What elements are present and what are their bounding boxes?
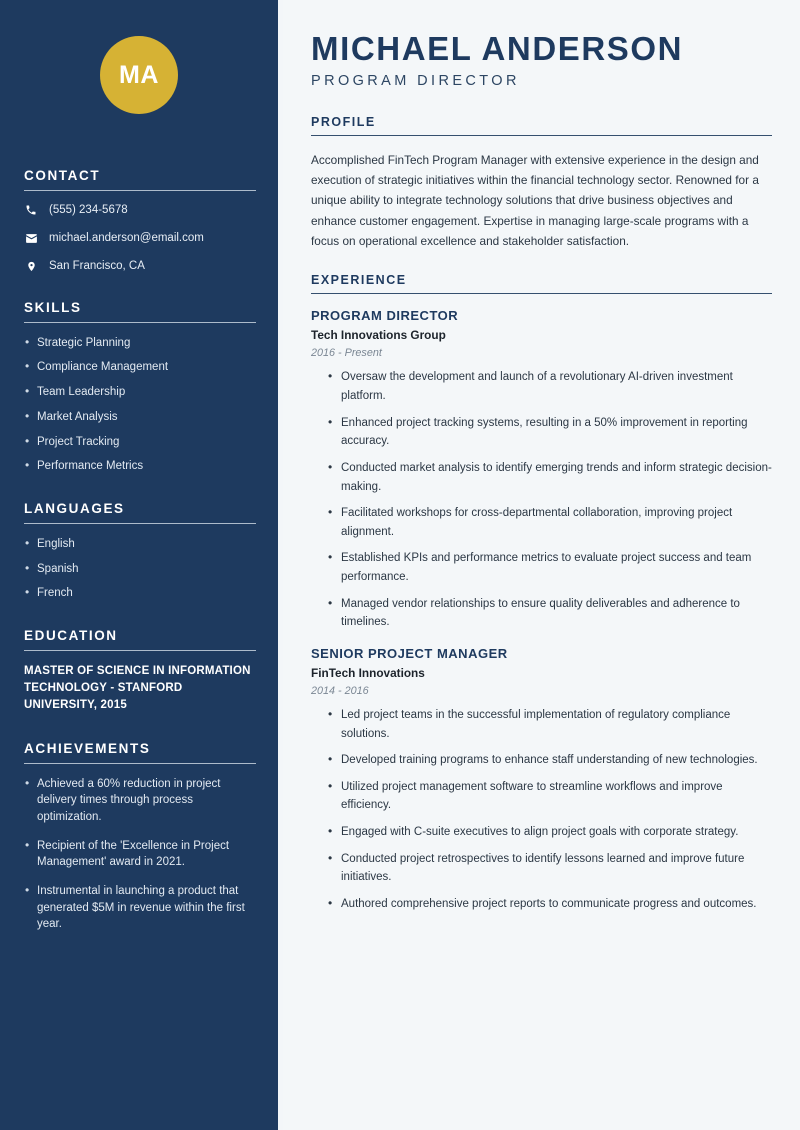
profile-section (311, 115, 772, 252)
education-divider (24, 650, 256, 651)
contact-item-phone[interactable] (22, 203, 256, 218)
headline-role: PROGRAM DIRECTOR (311, 72, 520, 89)
experience-company: FinTech Innovations (311, 665, 425, 680)
languages-section (22, 501, 256, 602)
list-item: • Enhanced project tracking systems, resulting in a 50% improvement in reporting accuracy. (341, 414, 772, 451)
list-item: • Team Leadership (37, 384, 256, 401)
list-item: • Engaged with C-suite executives to align project goals with corporate strategy. (341, 823, 772, 842)
profile-text: Accomplished FinTech Program Manager with extensive experience in the design and execution of strategic initiatives within the financial technology sector. Renowned for a unique ability to integrate technology solutions that drive business objectives and enhance customer engagement. Expertise in managing large-scale programs with a focus on operational excellence and stakeholder satisfaction. (311, 152, 759, 248)
languages-divider (24, 523, 256, 524)
skills-heading: SKILLS (24, 299, 82, 315)
achievements-divider (24, 763, 256, 764)
contact-heading: CONTACT (24, 168, 101, 183)
list-item: • Strategic Planning (37, 335, 256, 352)
list-item: • Led project teams in the successful implementation of regulatory compliance solutions. (341, 706, 772, 743)
main-content (283, 0, 800, 1130)
list-item: • Established KPIs and performance metrics to evaluate project success and team performance. (341, 549, 772, 586)
experience-bullet-list (311, 706, 772, 914)
list-item: • Instrumental in launching a product that generated $5M in revenue within the first year. (37, 883, 256, 933)
achievements-list (22, 776, 256, 933)
experience-dates: 2014 - 2016 (311, 684, 369, 697)
list-item: • Utilized project management software to streamline workflows and improve efficiency. (341, 778, 772, 815)
contact-divider (24, 190, 256, 191)
contact-item-location[interactable] (22, 259, 256, 274)
profile-divider (311, 135, 772, 136)
list-item: • English (37, 536, 256, 553)
avatar-container (22, 0, 256, 124)
phone-icon (22, 204, 40, 216)
experience-entry (311, 308, 772, 632)
list-item: • Project Tracking (37, 434, 256, 451)
contact-item-email[interactable] (22, 231, 256, 246)
experience-heading: EXPERIENCE (311, 273, 407, 288)
list-item: • Conducted project retrospectives to identify lessons learned and improve future initiatives. (341, 850, 772, 887)
list-item: • Compliance Management (37, 359, 256, 376)
skills-divider (24, 322, 256, 323)
list-item: • Facilitated workshops for cross-departmental collaboration, improving project alignment. (341, 504, 772, 541)
list-item: • Authored comprehensive project reports to communicate progress and outcomes. (341, 895, 772, 914)
skills-list (22, 335, 256, 475)
experience-company: Tech Innovations Group (311, 328, 446, 343)
list-item: • Conducted market analysis to identify emerging trends and inform strategic decision-making. (341, 459, 772, 496)
experience-dates: 2016 - Present (311, 347, 382, 360)
contact-location-value: San Francisco, CA (49, 259, 145, 272)
experience-job-title: SENIOR PROJECT MANAGER (311, 645, 508, 661)
list-item: • French (37, 585, 256, 602)
experience-bullet-list (311, 368, 772, 632)
experience-divider (311, 293, 772, 294)
experience-job-title: PROGRAM DIRECTOR (311, 308, 459, 324)
list-item: • Spanish (37, 561, 256, 578)
skills-section (22, 300, 256, 475)
list-item: • Market Analysis (37, 409, 256, 426)
list-item: • Managed vendor relationships to ensure quality deliverables and adherence to timelines. (341, 595, 772, 632)
contact-section (22, 168, 256, 274)
list-item: • Achieved a 60% reduction in project delivery times through process optimization. (37, 776, 256, 826)
languages-heading: LANGUAGES (24, 500, 125, 516)
contact-phone-value: (555) 234-5678 (49, 204, 128, 216)
education-section (22, 628, 256, 715)
profile-heading: PROFILE (311, 114, 376, 129)
achievements-heading: ACHIEVEMENTS (24, 740, 151, 756)
languages-list (22, 536, 256, 602)
contact-list (22, 203, 256, 274)
contact-email-value: michael.anderson@email.com (49, 231, 204, 244)
sidebar (0, 0, 278, 1130)
list-item: • Developed training programs to enhance staff understanding of new technologies. (341, 751, 772, 770)
list-item: • Performance Metrics (37, 458, 256, 475)
page-title: MICHAEL ANDERSON (311, 30, 684, 67)
list-item: • Recipient of the 'Excellence in Project Management' award in 2021. (37, 838, 256, 871)
envelope-icon (22, 232, 40, 245)
experience-entry (311, 646, 772, 914)
list-item: • Oversaw the development and launch of a revolutionary AI-driven investment platform. (341, 368, 772, 405)
map-pin-icon (22, 260, 40, 273)
experience-section (311, 273, 772, 913)
avatar: MA (100, 36, 178, 114)
education-entry: MASTER OF SCIENCE IN INFORMATION TECHNOLOGY - STANFORD UNIVERSITY, 2015 (24, 664, 251, 712)
achievements-section (22, 741, 256, 933)
education-heading: EDUCATION (24, 627, 118, 643)
